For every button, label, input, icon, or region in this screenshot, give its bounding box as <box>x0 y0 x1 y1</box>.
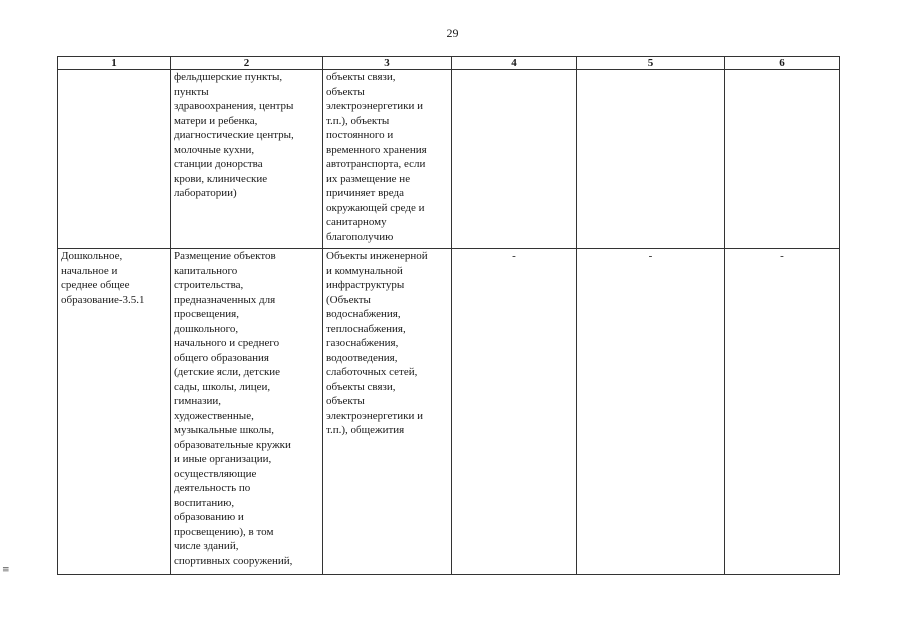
column-header-1: 1 <box>58 57 171 70</box>
table-cell-auxiliary-uses: объекты связи, объекты электроэнергетики и т.п.), объекты постоянного и временного хранения автотранспорта, если их размещение не причиняет вреда окружающей среде и санитарному благополучию <box>323 70 452 249</box>
column-header-2: 2 <box>171 57 323 70</box>
table-cell-use-type: Дошкольное, начальное и среднее общее образование-3.5.1 <box>58 249 171 575</box>
table-cell-use-type <box>58 70 171 249</box>
table-cell-col6: - <box>725 249 840 575</box>
table-cell-col5 <box>577 70 725 249</box>
table-cell-description: фельдшерские пункты, пункты здравоохранения, центры матери и ребенка, диагностические центры, молочные кухни, станции донорства крови, клинические лаборатории) <box>171 70 323 249</box>
table-cell-col4 <box>452 70 577 249</box>
table-cell-col6 <box>725 70 840 249</box>
table-header-row <box>58 57 840 70</box>
table-cell-description: Размещение объектов капитального строительства, предназначенных для просвещения, дошкольного, начального и среднего общего образования (детские ясли, детские сады, школы, лицеи, гимназии, художественные, музыкальные школы, образовательные кружки и иные организации, осуществляющие деятельность по воспитанию, образованию и просвещению), в том числе зданий, спортивных сооружений, <box>171 249 323 575</box>
table-cell-col5: - <box>577 249 725 575</box>
column-header-4: 4 <box>452 57 577 70</box>
margin-mark: ≡ <box>2 565 10 575</box>
column-header-6: 6 <box>725 57 840 70</box>
table-row <box>58 70 840 249</box>
table-cell-col4: - <box>452 249 577 575</box>
page-number: 29 <box>446 26 459 40</box>
column-header-3: 3 <box>323 57 452 70</box>
table-row <box>58 249 840 575</box>
table-cell-auxiliary-uses: Объекты инженерной и коммунальной инфраструктуры (Объекты водоснабжения, теплоснабжения, газоснабжения, водоотведения, слаботочных сетей, объекты связи, объекты электроэнергетики и т.п.), общежития <box>323 249 452 575</box>
column-header-5: 5 <box>577 57 725 70</box>
zoning-table <box>57 56 840 575</box>
